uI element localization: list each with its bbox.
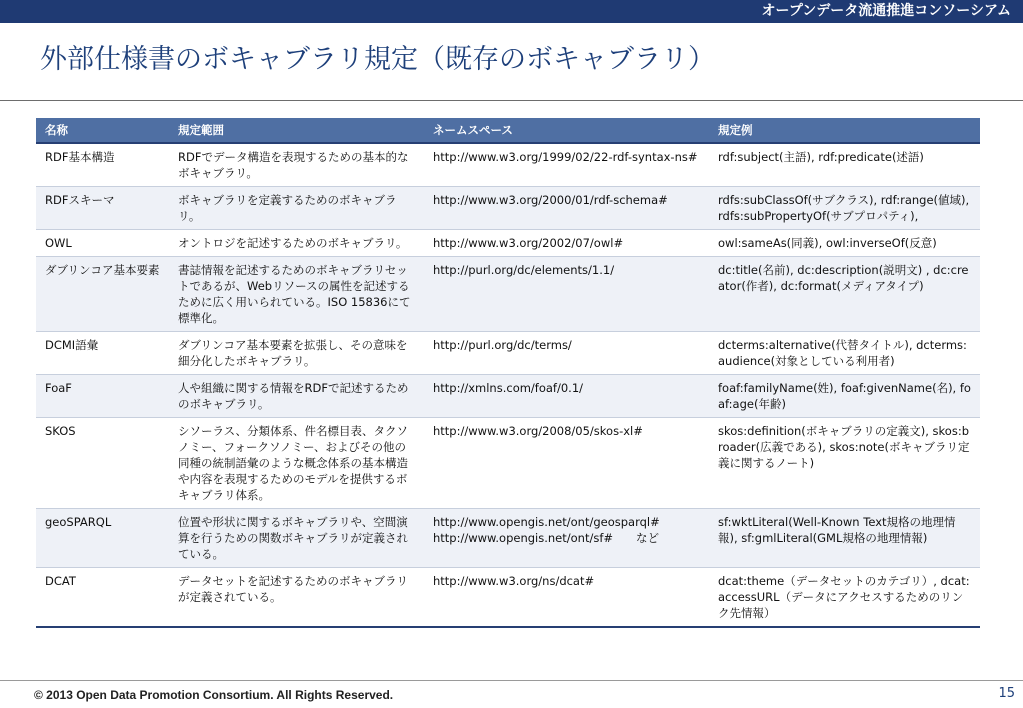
example-cell: dcterms:alternative(代替タイトル), dcterms:audience(対象としている利用者) <box>709 332 980 375</box>
namespace-cell: http://www.w3.org/2008/05/skos-xl# <box>424 418 709 509</box>
scope-cell: 位置や形状に関するボキャブラリや、空間演算を行うための関数ボキャブラリが定義されている。 <box>169 509 424 568</box>
organization-name: オープンデータ流通推進コンソーシアム <box>761 3 1011 19</box>
example-cell: rdf:subject(主語), rdf:predicate(述語) <box>709 143 980 187</box>
example-cell: dc:title(名前), dc:description(説明文) , dc:creator(作者), dc:format(メディアタイプ) <box>709 257 980 332</box>
example-cell: skos:definition(ボキャブラリの定義文), skos:broader(広義である), skos:note(ボキャブラリ定義に関するノート) <box>709 418 980 509</box>
column-header-name: 名称 <box>36 118 169 143</box>
column-header-example: 規定例 <box>709 118 980 143</box>
namespace-cell: http://www.w3.org/2000/01/rdf-schema# <box>424 187 709 230</box>
table-row <box>36 375 980 418</box>
vocabulary-name-cell: RDF基本構造 <box>36 143 169 187</box>
table-row <box>36 509 980 568</box>
namespace-cell: http://www.w3.org/ns/dcat# <box>424 568 709 628</box>
scope-cell: ボキャブラリを定義するためのボキャブラリ。 <box>169 187 424 230</box>
namespace-cell: http://purl.org/dc/elements/1.1/ <box>424 257 709 332</box>
table-body <box>36 143 980 627</box>
vocabulary-name-cell: FoaF <box>36 375 169 418</box>
scope-cell: データセットを記述するためのボキャブラリが定義されている。 <box>169 568 424 628</box>
table-row <box>36 332 980 375</box>
example-cell: foaf:familyName(姓), foaf:givenName(名), foaf:age(年齢) <box>709 375 980 418</box>
namespace-cell: http://www.w3.org/1999/02/22-rdf-syntax-ns# <box>424 143 709 187</box>
vocabulary-name-cell: SKOS <box>36 418 169 509</box>
namespace-cell: http://www.w3.org/2002/07/owl# <box>424 230 709 257</box>
scope-cell: シソーラス、分類体系、件名標目表、タクソノミー、フォークソノミー、およびその他の同種の統制語彙のような概念体系の基本構造や内容を表現するためのモデルを提供するボキャブラリ体系。 <box>169 418 424 509</box>
vocabulary-name-cell: DCAT <box>36 568 169 628</box>
example-cell: rdfs:subClassOf(サブクラス), rdf:range(値域), rdfs:subPropertyOf(サブプロパティ), <box>709 187 980 230</box>
table-row <box>36 187 980 230</box>
scope-cell: 人や組織に関する情報をRDFで記述するためのボキャブラリ。 <box>169 375 424 418</box>
example-cell: dcat:theme（データセットのカテゴリ）, dcat:accessURL（データにアクセスするためのリンク先情報） <box>709 568 980 628</box>
vocabulary-name-cell: geoSPARQL <box>36 509 169 568</box>
title-divider <box>0 100 1023 101</box>
vocabulary-name-cell: ダブリンコア基本要素 <box>36 257 169 332</box>
namespace-cell: http://xmlns.com/foaf/0.1/ <box>424 375 709 418</box>
table-row <box>36 230 980 257</box>
namespace-cell <box>424 509 709 568</box>
namespace-cell-line: http://www.opengis.net/ont/sf# など <box>433 531 660 545</box>
namespace-cell-line: http://www.opengis.net/ont/geosparql# <box>433 515 660 529</box>
table-row <box>36 418 980 509</box>
vocabulary-table-container <box>36 118 980 628</box>
top-banner <box>0 0 1023 23</box>
column-header-namespace: ネームスペース <box>424 118 709 143</box>
table-row <box>36 568 980 628</box>
page-number: 15 <box>998 686 1015 701</box>
scope-cell: 書誌情報を記述するためのボキャブラリセットであるが、Webリソースの属性を記述するために広く用いられている。ISO 15836にて標準化。 <box>169 257 424 332</box>
vocabulary-name-cell: OWL <box>36 230 169 257</box>
scope-cell: オントロジを記述するためのボキャブラリ。 <box>169 230 424 257</box>
table-row <box>36 143 980 187</box>
copyright-notice: © 2013 Open Data Promotion Consortium. All Rights Reserved. <box>34 688 394 702</box>
vocabulary-table <box>36 118 980 628</box>
scope-cell: RDFでデータ構造を表現するための基本的なボキャブラリ。 <box>169 143 424 187</box>
footer-divider <box>0 680 1023 681</box>
vocabulary-name-cell: RDFスキーマ <box>36 187 169 230</box>
example-cell: sf:wktLiteral(Well-Known Text規格の地理情報), sf:gmlLiteral(GML規格の地理情報) <box>709 509 980 568</box>
vocabulary-name-cell: DCMI語彙 <box>36 332 169 375</box>
example-cell: owl:sameAs(同義), owl:inverseOf(反意) <box>709 230 980 257</box>
table-header-row <box>36 118 980 143</box>
table-row <box>36 257 980 332</box>
column-header-scope: 規定範囲 <box>169 118 424 143</box>
namespace-cell: http://purl.org/dc/terms/ <box>424 332 709 375</box>
scope-cell: ダブリンコア基本要素を拡張し、その意味を細分化したボキャブラリ。 <box>169 332 424 375</box>
page-title: 外部仕様書のボキャブラリ規定（既存のボキャブラリ） <box>40 44 715 75</box>
